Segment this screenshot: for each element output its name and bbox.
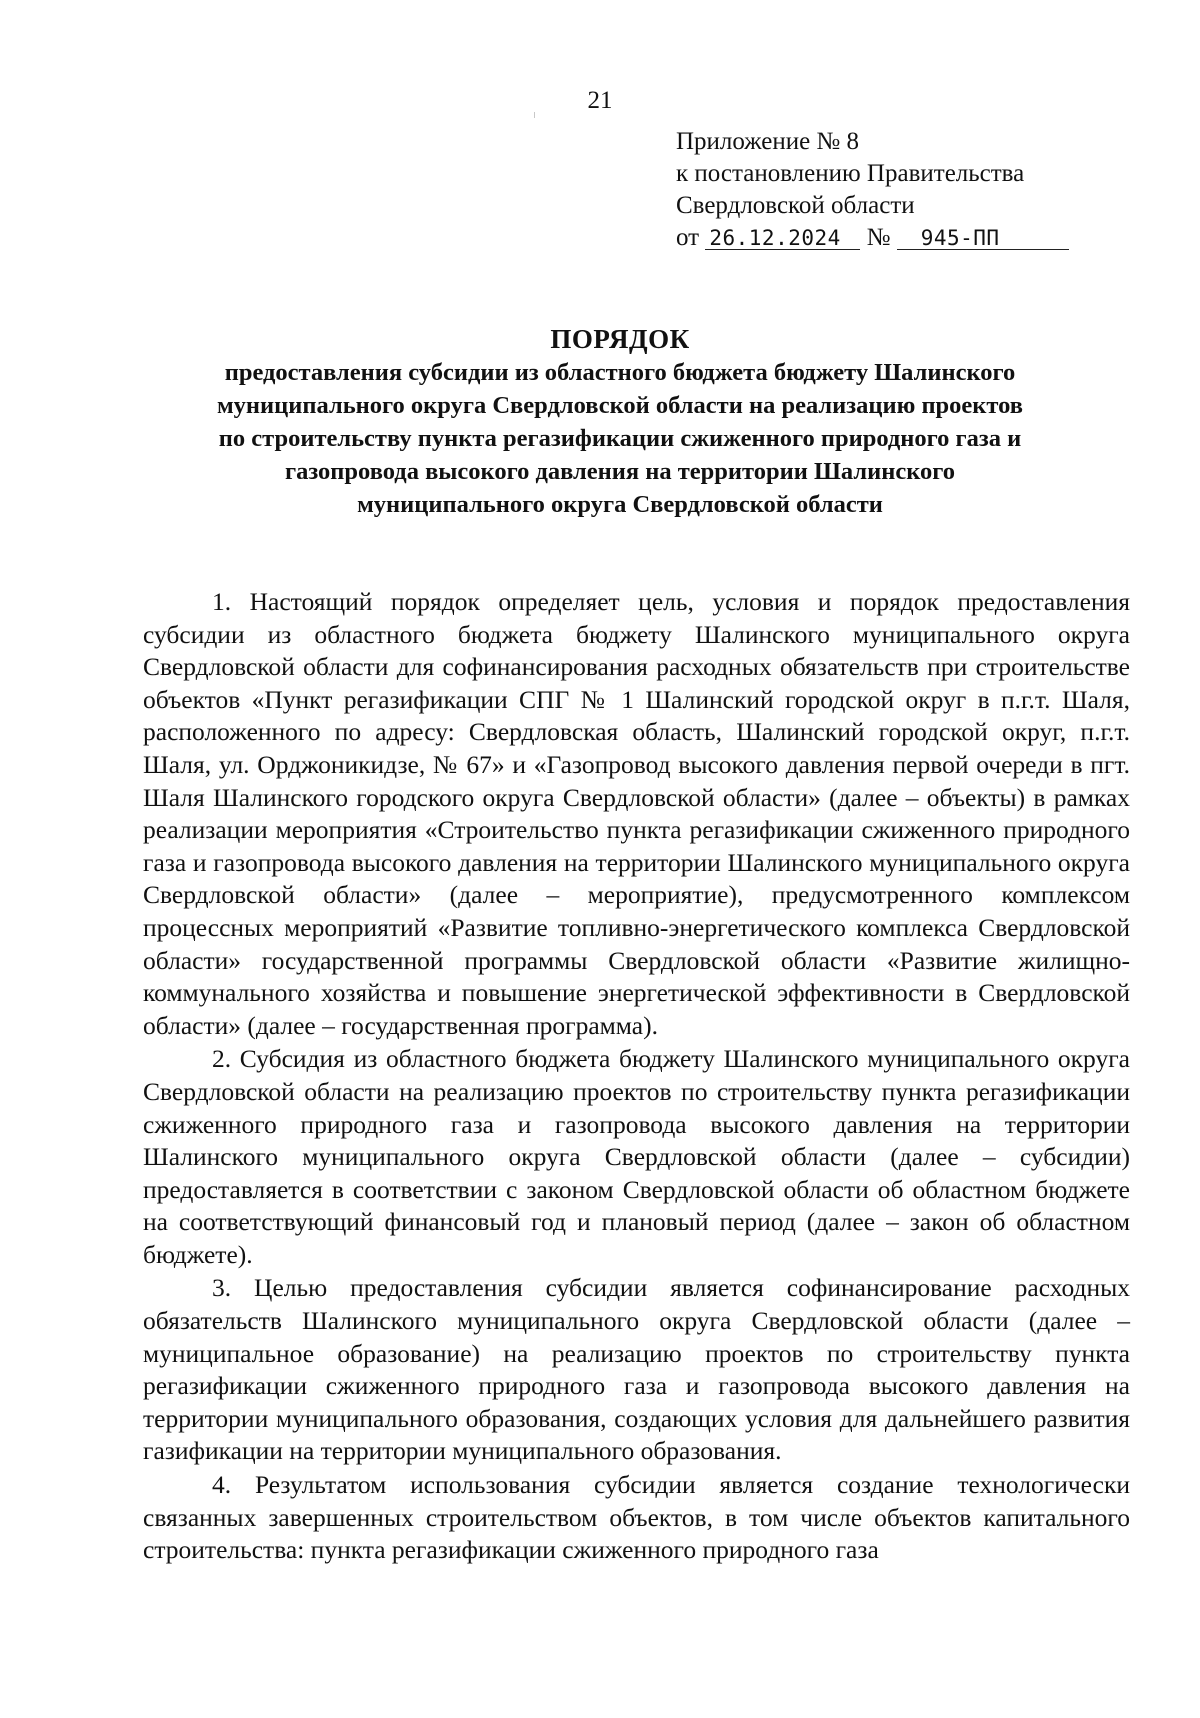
appendix-line-1: Приложение № 8 (676, 128, 860, 155)
subtitle-line: газопровода высокого давления на территории Шалинского (284, 458, 956, 485)
title-block (120, 322, 1120, 521)
number-prefix: № (866, 224, 891, 251)
paragraph-2: 2. Субсидия из областного бюджета бюджету Шалинского муниципального округа Свердловской области на реализацию проектов по строительству пункта регазификации сжиженного природного газа и газопровода высокого давления на территории Шалинского муниципального округа Свердловской области (далее – субсидии) предоставляется в соответствии с законом Свердловской области об областном бюджете на соответствующий финансовый год и плановый период (далее – закон об областном бюджете). (143, 1044, 1130, 1269)
subtitle-line: предоставления субсидии из областного бюджета бюджету Шалинского (224, 359, 1016, 386)
subtitle-line: по строительству пункта регазификации сжиженного природного газа и (218, 425, 1022, 452)
appendix-line-3: Свердловской области (676, 192, 915, 219)
document-body (143, 586, 1130, 1568)
appendix-block (676, 126, 1116, 254)
document-title: ПОРЯДОК (550, 324, 690, 354)
paragraph-3: 3. Целью предоставления субсидии является софинансирование расходных обязательств Шалинского муниципального округа Свердловской области (далее – муниципальное образование) на реализацию проектов по строительству пункта регазификации сжиженного природного газа и газопровода высокого давления на территории муниципального образования, создающих условия для дальнейшего развития газификации на территории муниципального образования. (143, 1273, 1130, 1466)
paragraph-4: 4. Результатом использования субсидии является создание технологически связанных завершенных строительством объектов, в том числе объектов капитального строительства: пункта регазификации сжиженного природного газа (143, 1470, 1130, 1565)
date-prefix: от (676, 224, 700, 251)
appendix-registration-line (676, 222, 1116, 254)
paragraph-1: 1. Настоящий порядок определяет цель, условия и порядок предоставления субсидии из областного бюджета бюджету Шалинского муниципального округа Свердловской области для софинансирования расходных обязательств при строительстве объектов «Пункт регазификации СПГ № 1 Шалинский городской округ в п.г.т. Шаля, расположенного по адресу: Свердловская область, Шалинский городской округ, п.г.т. Шаля, ул. Орджоникидзе, № 67» и «Газопровод высокого давления первой очереди в пгт. Шаля Шалинского городского округа Свердловской области» (далее – объекты) в рамках реализации мероприятия «Строительство пункта регазификации сжиженного природного газа и газопровода высокого давления на территории Шалинского муниципального округа Свердловской области» (далее – мероприятие), предусмотренного комплексом процессных мероприятий «Развитие топливно-энергетического комплекса Свердловской области» государственной программы Свердловской области «Развитие жилищно-коммунального хозяйства и повышение энергетической эффективности в Свердловской области» (далее – государственная программа). (143, 587, 1130, 1040)
registration-date: 26.12.2024 (705, 227, 860, 250)
subtitle-line: муниципального округа Свердловской области на реализацию проектов (216, 392, 1024, 419)
appendix-line-2: к постановлению Правительства (676, 160, 1025, 187)
subtitle-line: муниципального округа Свердловской области (357, 491, 883, 518)
page-number: 21 (587, 87, 613, 114)
registration-number: 945-ПП (897, 227, 1069, 250)
